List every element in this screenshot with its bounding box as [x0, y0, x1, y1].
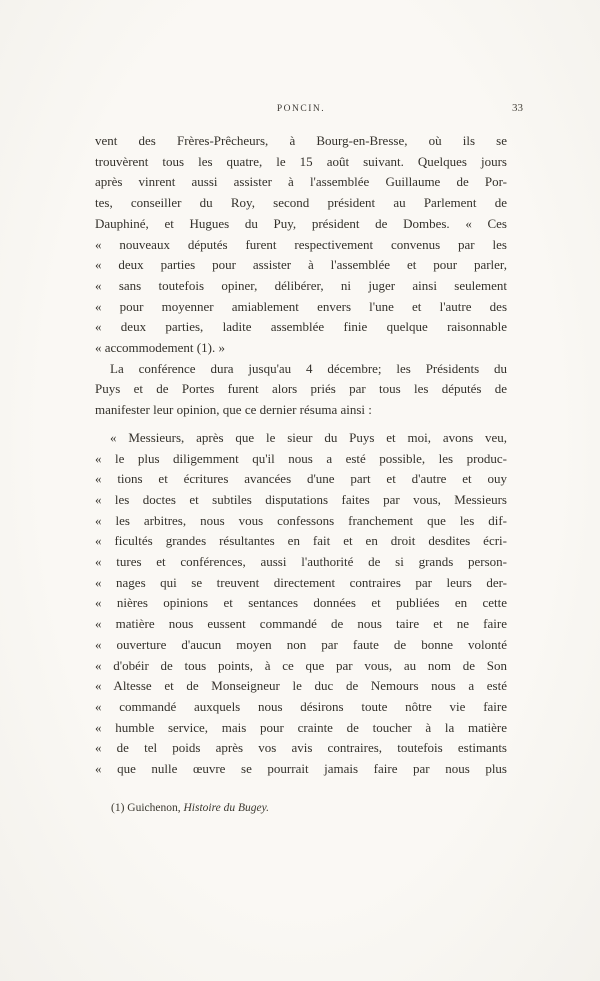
text-line: trouvèrent tous les quatre, le 15 août suivant. Quelques jours	[95, 153, 507, 169]
text-line: « tures et conférences, aussi l'authorité de si grands person-	[95, 554, 507, 570]
text-line: « pour moyenner amiablement envers l'une et l'autre des	[95, 298, 507, 314]
text-line: « nages qui se treuvent directement contraires par leurs der-	[95, 574, 507, 590]
text-line: Puys et de Portes furent alors priés par tous les députés de	[95, 381, 507, 397]
text-line: « Altesse et de Monseigneur le duc de Nemours nous a esté	[95, 678, 507, 694]
footnote	[95, 802, 507, 814]
text-line: « humble service, mais pour crainte de toucher à la matière	[95, 719, 507, 735]
text-line: « que nulle œuvre se pourrait jamais faire par nous plus	[95, 761, 507, 777]
text-line: « matière nous eussent commandé de nous taire et ne faire	[95, 616, 507, 632]
text-line: « accommodement (1). »	[95, 340, 225, 356]
text-line: tes, conseiller du Roy, second président au Parlement de	[95, 195, 507, 211]
text-line: « nouveaux députés furent respectivement convenus par les	[95, 236, 507, 252]
running-title: PONCIN.	[276, 104, 326, 114]
footnote-work-title: Histoire du Bugey.	[183, 801, 269, 814]
page-content	[95, 102, 523, 814]
text-line: « commandé auxquels nous désirons toute nôtre vie faire	[95, 698, 507, 714]
text-line: « ficultés grandes résultantes en fait et en droit desdites écri-	[95, 533, 507, 549]
text-line: « ouverture d'aucun moyen non par faute de bonne volonté	[95, 636, 507, 652]
text-line: « d'obéir de tous points, à ce que par vous, au nom de Son	[95, 657, 507, 673]
text-line: « les doctes et subtiles disputations faites par vous, Messieurs	[95, 491, 507, 507]
page-body	[95, 131, 507, 780]
footnote-text: (1) Guichenon,	[111, 801, 184, 814]
text-line: « le plus diligemment qu'il nous a esté possible, les produc-	[95, 450, 507, 466]
text-line: après vinrent aussi assister à l'assemblée Guillaume de Por-	[95, 174, 507, 190]
text-line: « de tel poids après vos avis contraires, toutefois estimants	[95, 740, 507, 756]
text-line: « sans toutefois opiner, délibérer, ni juger ainsi seulement	[95, 277, 507, 293]
text-line: manifester leur opinion, que ce dernier résuma ainsi :	[95, 402, 372, 418]
text-line: « deux parties, ladite assemblée finie quelque raisonnable	[95, 319, 507, 335]
text-line: vent des Frères-Prêcheurs, à Bourg-en-Bresse, où ils se	[95, 133, 507, 148]
page-number: 33	[512, 102, 523, 114]
text-line: La conférence dura jusqu'au 4 décembre; les Présidents du	[110, 360, 507, 376]
text-line: « Messieurs, après que le sieur du Puys et moi, avons veu,	[110, 429, 507, 445]
page-header	[95, 102, 523, 119]
text-line: « nières opinions et sentances données et publiées en cette	[95, 595, 507, 611]
text-line: Dauphiné, et Hugues du Puy, président de Dombes. « Ces	[95, 215, 507, 231]
text-line: « tions et écritures avancées d'une part et d'autre et ouy	[95, 471, 507, 487]
text-line: « deux parties pour assister à l'assemblée et pour parler,	[95, 257, 507, 273]
text-line: « les arbitres, nous vous confessons franchement que les dif-	[95, 512, 507, 528]
